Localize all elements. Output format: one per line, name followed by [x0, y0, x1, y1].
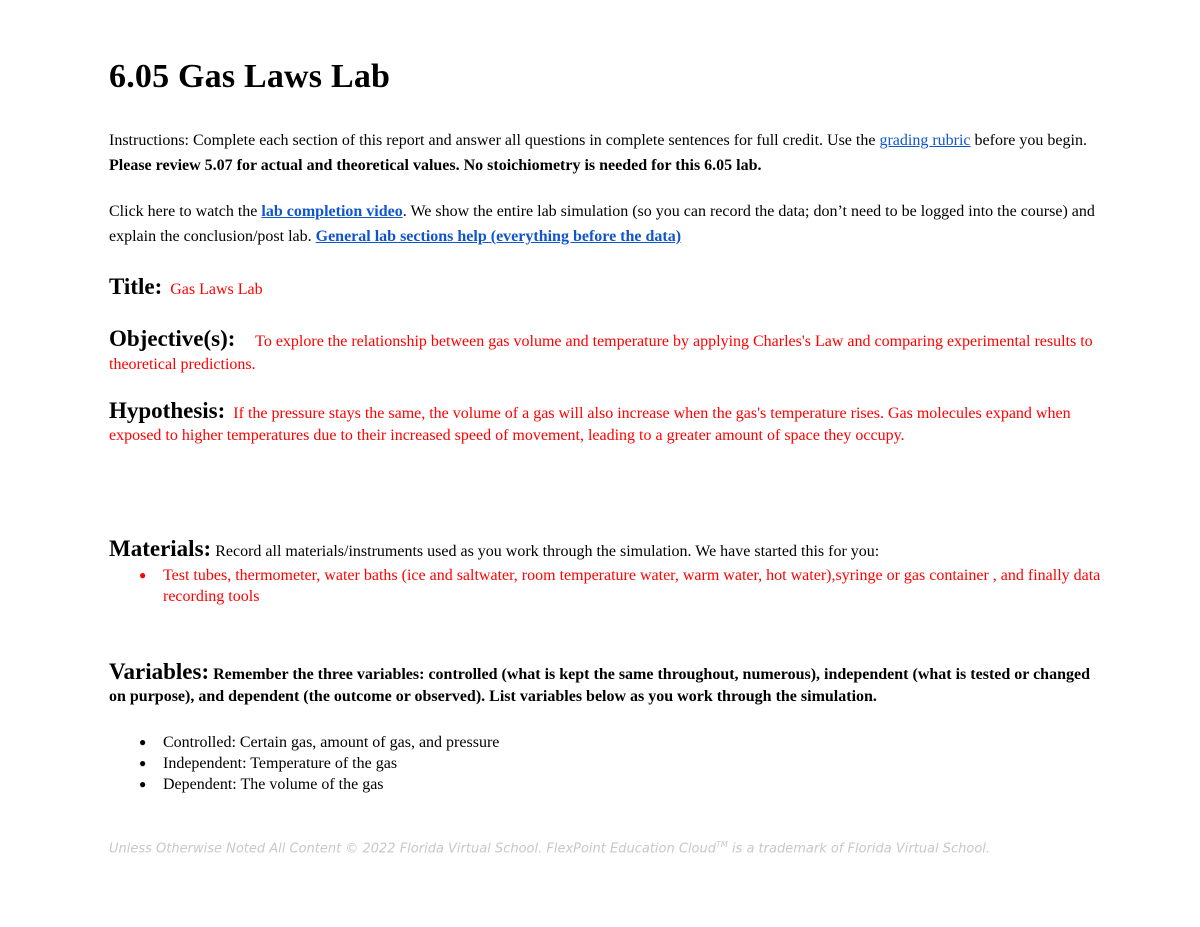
title-heading: Title:: [109, 274, 163, 299]
list-item: [139, 774, 1109, 795]
variables-controlled: Controlled: Certain gas, amount of gas, and pressure: [163, 734, 500, 751]
document-title: 6.05 Gas Laws Lab: [109, 58, 391, 95]
materials-section: [109, 537, 1104, 563]
grading-rubric-link[interactable]: grading rubric: [879, 132, 971, 149]
hypothesis-section: [109, 400, 1104, 447]
title-section: [109, 275, 1104, 301]
hypothesis-answer: If the pressure stays the same, the volume of a gas will also increase when the gas's temperature rises. Gas molecules expand when exposed to higher temperatures due to their increased speed of movement, leading to a greater amount of space they occupy.: [109, 405, 1071, 444]
trademark-mark: TM: [716, 840, 728, 849]
instructions-bold-note: Please review 5.07 for actual and theoretical values. No stoichiometry is needed for this 6.05 lab.: [109, 157, 762, 174]
video-text-continued: . We show the entire lab simulation (so you can record the data; don’t need to be logged into the course) and explain the conclusion/post lab.: [109, 203, 1095, 245]
variables-dependent: Dependent: The volume of the gas: [163, 776, 384, 793]
list-item: [139, 565, 1109, 607]
footer-text-continued: is a trademark of Florida Virtual School.: [727, 841, 991, 857]
variables-list: [139, 732, 1109, 795]
materials-item: Test tubes, thermometer, water baths (ice and saltwater, room temperature water, warm water, hot water),syringe or gas container , and finally data recording tools: [163, 567, 1101, 605]
instructions-text-continued: before you begin.: [970, 132, 1087, 149]
video-text: Click here to watch the: [109, 203, 262, 220]
copyright-footer: [109, 840, 990, 856]
variables-section: [109, 661, 1104, 708]
video-paragraph: [109, 199, 1099, 249]
footer-text: Unless Otherwise Noted All Content © 2022 Florida Virtual School. FlexPoint Education Cloud: [109, 841, 717, 857]
instructions-paragraph: [109, 128, 1099, 178]
variables-independent: Independent: Temperature of the gas: [163, 755, 398, 772]
bullet-icon: ●: [139, 735, 147, 749]
instructions-text: Instructions: Complete each section of this report and answer all questions in complete sentences for full credit. Use the: [109, 132, 880, 149]
materials-heading: Materials:: [109, 536, 212, 561]
general-lab-help-link[interactable]: General lab sections help (everything before the data): [315, 228, 682, 245]
list-item: [139, 732, 1109, 753]
materials-list: [139, 565, 1109, 607]
materials-instruction: Record all materials/instruments used as you work through the simulation. We have started this for you:: [215, 543, 880, 560]
title-answer: Gas Laws Lab: [170, 281, 263, 298]
objective-answer: To explore the relationship between gas volume and temperature by applying Charles's Law and comparing experimental results to theoretical predictions.: [109, 333, 1093, 373]
bullet-icon: ●: [139, 756, 147, 770]
objective-heading: Objective(s):: [109, 326, 236, 351]
list-item: [139, 753, 1109, 774]
bullet-icon: ●: [139, 777, 147, 791]
bullet-icon: ●: [139, 568, 147, 582]
variables-heading: Variables:: [109, 659, 210, 684]
lab-completion-video-link[interactable]: lab completion video: [261, 203, 403, 220]
hypothesis-heading: Hypothesis:: [109, 398, 226, 423]
objective-section: [109, 327, 1104, 376]
variables-instruction: Remember the three variables: controlled (what is kept the same throughout, numerous), independent (what is tested or changed on purpose), and dependent (the outcome or observed). List variables below as you work through the simulation.: [109, 666, 1090, 705]
